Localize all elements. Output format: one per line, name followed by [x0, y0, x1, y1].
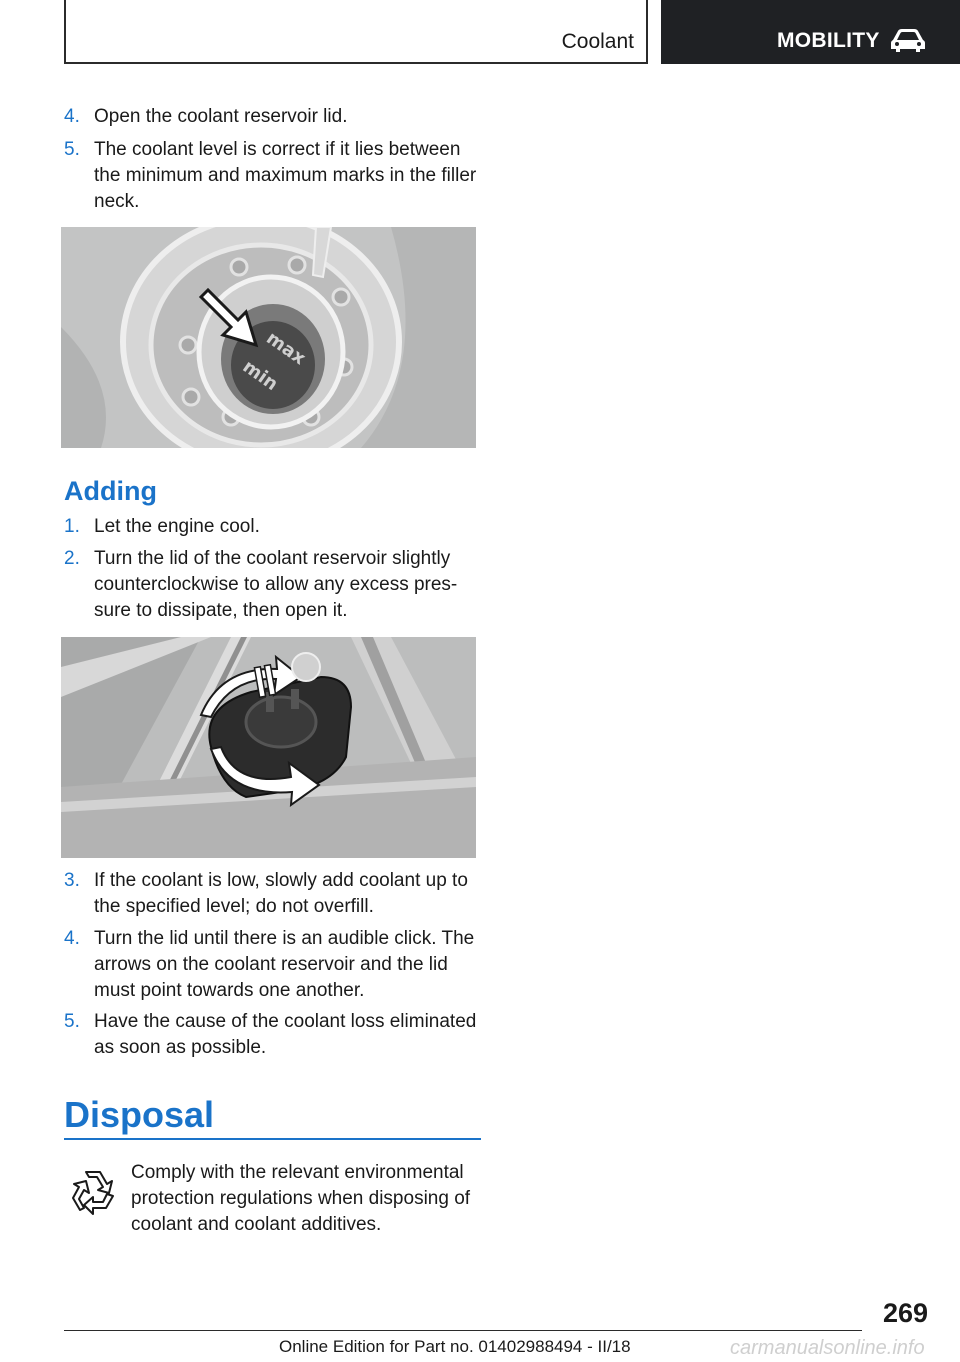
- chapter-tab[interactable]: [661, 0, 960, 64]
- section-title: Coolant: [561, 30, 634, 53]
- step-text: Open the coolant reservoir lid.: [94, 106, 348, 127]
- min-mark-label: min: [238, 356, 282, 396]
- heading-divider: [64, 1138, 481, 1140]
- reservoir-lid-photo: [61, 637, 476, 858]
- step-number: 3.: [64, 870, 80, 891]
- page-number: 269: [882, 1298, 928, 1328]
- disposal-note: Comply with the relevant environmental protection regulations when disposing of coolant and coolant additives.: [131, 1162, 471, 1235]
- recycle-icon: [66, 1166, 120, 1220]
- section-heading-adding: Adding: [64, 476, 157, 506]
- step-number: 2.: [64, 548, 80, 569]
- step-text: Have the cause of the coolant loss eliminated as soon as possible.: [94, 1011, 477, 1058]
- max-mark-label: max: [262, 327, 310, 370]
- filler-neck-photo: [61, 227, 476, 448]
- step-number: 4.: [64, 928, 80, 949]
- step-number: 1.: [64, 516, 80, 537]
- footer-divider: [64, 1330, 862, 1331]
- chapter-tab-label: MOBILITY: [777, 29, 880, 52]
- header-frame: [64, 0, 648, 64]
- step-text: Turn the lid of the coolant reservoir slightly counterclockwise to allow any excess pres-sure to dissipate, then open it.: [94, 548, 458, 621]
- step-text: The coolant level is correct if it lies between the minimum and maximum marks in the filler neck.: [94, 139, 477, 212]
- car-icon: [889, 26, 927, 54]
- step-number: 5.: [64, 1011, 80, 1032]
- section-heading-disposal: Disposal: [64, 1094, 215, 1135]
- step-text: If the coolant is low, slowly add coolant up to the specified level; do not overfill.: [94, 870, 468, 917]
- step-number: 4.: [64, 106, 80, 127]
- edition-info: Online Edition for Part no. 01402988494 - II/18: [279, 1337, 631, 1356]
- watermark: carmanualsonline.info: [730, 1337, 925, 1359]
- step-number: 5.: [64, 139, 80, 160]
- step-text: Turn the lid until there is an audible click. The arrows on the coolant reservoir and the lid must point towards one another.: [94, 928, 475, 1001]
- step-text: Let the engine cool.: [94, 516, 260, 537]
